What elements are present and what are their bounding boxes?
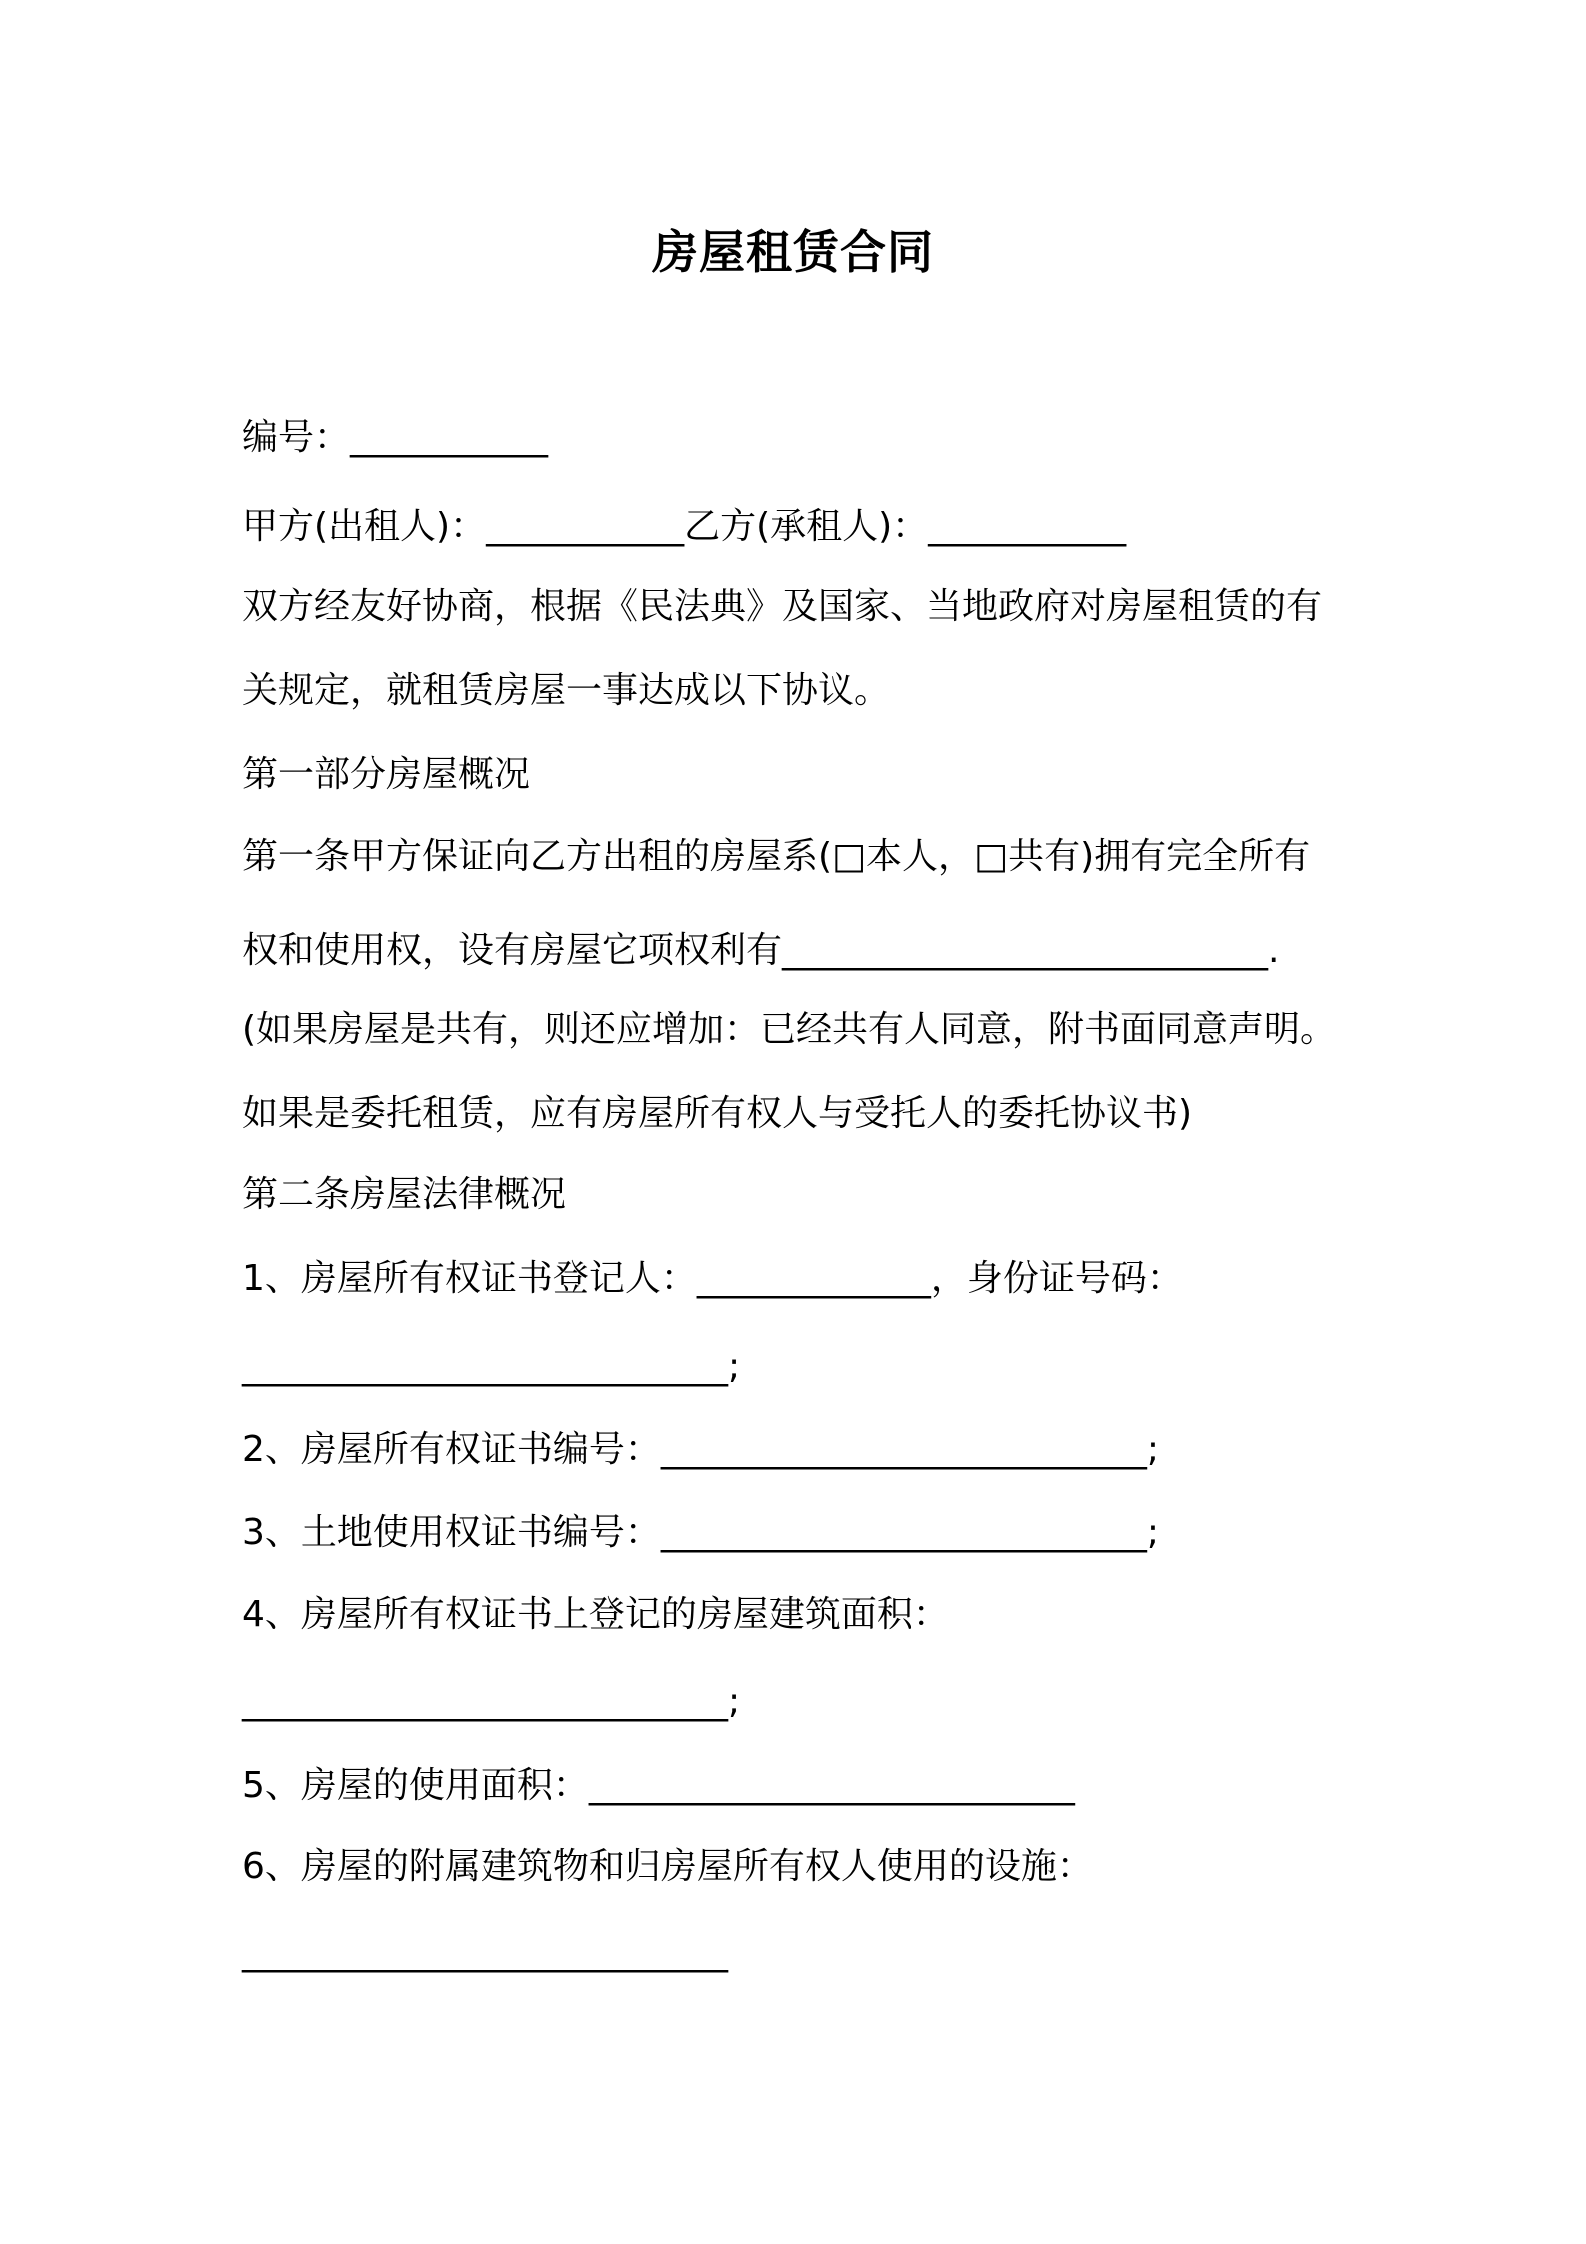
article-1-note-line-2: 如果是委托租赁，应有房屋所有权人与受托人的委托协议书) [242,1093,1193,1134]
item-6-line: 6、房屋的附属建筑物和归房屋所有权人使用的设施： [242,1846,1093,1887]
item-2-line: 2、房屋所有权证书编号：___________________________; [242,1429,1160,1470]
item-1-line: 1、房屋所有权证书登记人：_____________，身份证号码： [242,1258,1183,1299]
item-3-line: 3、土地使用权证书编号：___________________________; [242,1512,1160,1553]
article-1-line-1: 第一条甲方保证向乙方出租的房屋系(□本人，□共有)拥有完全所有 [242,836,1311,877]
contract-number-line: 编号：___________ [242,417,549,458]
article-1-line-2: 权和使用权，设有房屋它项权利有___________________________. [242,930,1280,971]
item-4-line: 4、房屋所有权证书上登记的房屋建筑面积： [242,1594,949,1635]
preamble-line-1: 双方经友好协商，根据《民法典》及国家、当地政府对房屋租赁的有 [242,586,1323,627]
preamble-line-2: 关规定，就租赁房屋一事达成以下协议。 [242,670,891,711]
item-1-blank-line: ___________________________; [242,1346,741,1387]
article-1-note-line-1: (如果房屋是共有，则还应增加：已经共有人同意，附书面同意声明。 [242,1009,1337,1050]
item-5-line: 5、房屋的使用面积：___________________________ [242,1765,1075,1806]
document-title: 房屋租赁合同 [652,225,934,279]
parties-line: 甲方(出租人)：___________乙方(承租人)：___________ [242,506,1127,547]
article-2-heading: 第二条房屋法律概况 [242,1174,567,1215]
item-6-blank-line: ___________________________ [242,1932,728,1973]
item-4-blank-line: ___________________________; [242,1681,741,1722]
section-heading-part-1: 第一部分房屋概况 [242,754,531,795]
